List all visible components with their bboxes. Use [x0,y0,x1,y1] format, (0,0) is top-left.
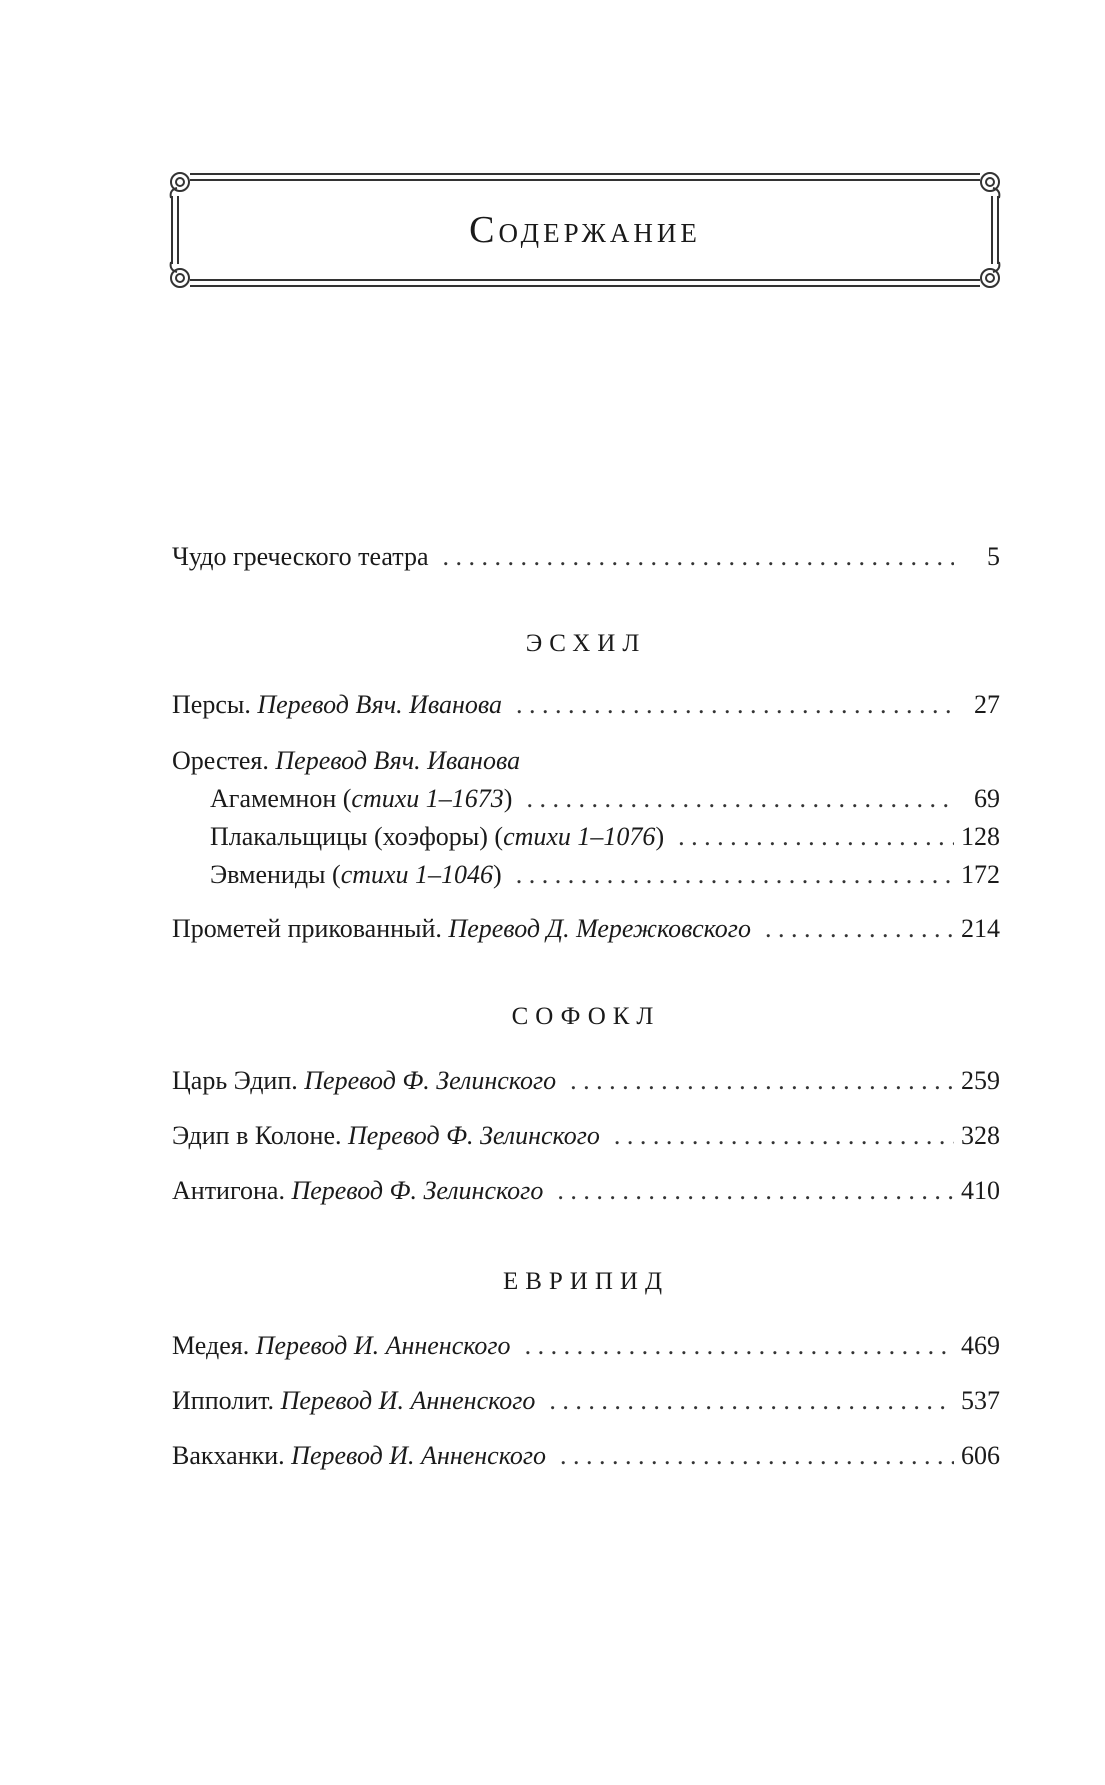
page-number: 69 [974,784,1000,813]
entry-title: Вакханки. Перевод И. Анненского [172,1441,547,1470]
toc-entry-oedipus-rex[interactable] [172,1064,1000,1098]
dot-leader [557,1174,954,1208]
section-heading-aeschylus: ЭСХИЛ [525,630,647,657]
toc-entry-eumenides[interactable] [210,858,1000,892]
translator: Перевод Ф. Зелинского [304,1066,557,1095]
entry-title: Прометей прикованный. Перевод Д. Мережковского [172,914,751,943]
dot-leader [526,782,954,816]
page-number: 128 [961,822,1000,851]
translator: Перевод И. Анненского [255,1331,511,1360]
entry-title: Эвмениды (стихи 1–1046) [210,860,502,889]
dot-leader [570,1064,954,1098]
translator: Перевод Ф. Зелинского [347,1121,600,1150]
translator: Перевод Вяч. Иванова [275,746,521,775]
dot-leader [525,1329,954,1363]
entry-title: Агамемнон (стихи 1–1673) [210,784,513,813]
page-title: Содержание [469,209,701,251]
translator: Перевод И. Анненского [280,1386,536,1415]
entry-title: Плакальщицы (хоэфоры) (стихи 1–1076) [210,822,665,851]
page-number: 537 [961,1386,1000,1415]
page-number: 410 [961,1176,1000,1205]
toc-entry-persians[interactable] [172,688,1000,722]
toc-entry-medea[interactable] [172,1329,1000,1363]
translator: Перевод Д. Мережковского [448,914,751,943]
toc-entry-oedipus-colonus[interactable] [172,1119,1000,1153]
entry-title: Эдип в Колоне. Перевод Ф. Зелинского [172,1121,600,1150]
toc-entry-antigone[interactable] [172,1174,1000,1208]
page-number: 214 [961,914,1000,943]
toc-entry-choephori[interactable] [210,820,1000,854]
entry-title: Ипполит. Перевод И. Анненского [172,1386,536,1415]
toc-entry-prometheus[interactable] [172,912,1000,946]
page-number: 606 [961,1441,1000,1470]
entry-title: Царь Эдип. Перевод Ф. Зелинского [172,1066,557,1095]
toc-entry-bacchae[interactable] [172,1439,1000,1473]
section-heading-euripides: ЕВРИПИД [502,1268,670,1295]
entry-title: Персы. Перевод Вяч. Иванова [172,690,503,719]
entry-title: Антигона. Перевод Ф. Зелинского [172,1176,544,1205]
dot-leader [516,688,954,722]
translator: Перевод Вяч. Иванова [257,690,503,719]
dot-leader [442,540,954,574]
translator: Перевод И. Анненского [291,1441,547,1470]
page-number: 469 [961,1331,1000,1360]
page-number: 27 [974,690,1000,719]
ornamental-title-frame [168,170,1002,290]
section-heading-sophocles: СОФОКЛ [511,1003,661,1030]
page-number: 328 [961,1121,1000,1150]
translator: Перевод Ф. Зелинского [291,1176,544,1205]
dot-leader [516,858,954,892]
toc-group-oresteia: Орестея. Перевод Вяч. Иванова [172,746,521,775]
page-number: 259 [961,1066,1000,1095]
entry-title: Медея. Перевод И. Анненского [172,1331,511,1360]
toc-entry-agamemnon[interactable] [210,782,1000,816]
toc-entry-hippolytus[interactable] [172,1384,1000,1418]
dot-leader [678,820,954,854]
page-number: 172 [961,860,1000,889]
page-number: 5 [987,542,1000,571]
entry-title: Чудо греческого театра [172,542,429,571]
toc-entry-intro[interactable] [172,540,1000,574]
dot-leader [560,1439,954,1473]
dot-leader [614,1119,954,1153]
dot-leader [549,1384,954,1418]
dot-leader [765,912,954,946]
